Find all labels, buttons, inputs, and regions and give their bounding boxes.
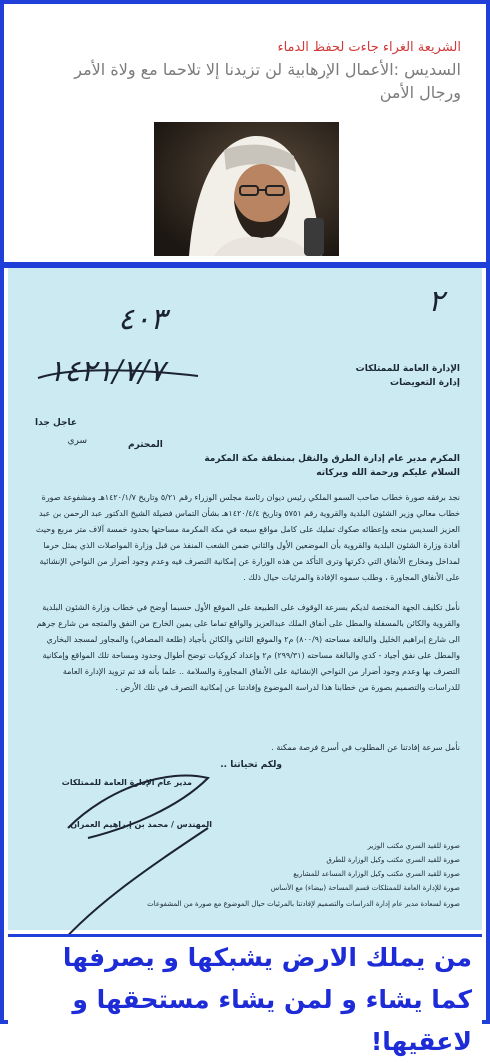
caption-banner bbox=[8, 934, 482, 1056]
news-kicker[interactable]: الشريعة الغراء جاءت لحفظ الدماء bbox=[277, 40, 461, 55]
handwritten-date: ١٤٢١/٧/٧ bbox=[48, 354, 165, 389]
signature-name: المهندس / محمد بن إبراهيم العمران bbox=[70, 820, 212, 829]
letter-subdepartment: إدارة التعويضات bbox=[390, 378, 460, 388]
letter-secret: سري bbox=[67, 436, 87, 446]
cc-line-5: صورة لسعادة مدير عام إدارة الدراسات والتصميم لإفادتنا بالمرئيات حيال الموضوع مع صورة من المشفوعات bbox=[147, 900, 460, 908]
cc-line-1: صورة للقيد السري مكتب الوزير bbox=[367, 842, 460, 850]
handwritten-mark: ٢ bbox=[428, 284, 445, 319]
letter-greeting: السلام عليكم ورحمة الله وبركاته bbox=[316, 468, 460, 478]
news-photo[interactable] bbox=[154, 122, 339, 256]
caption-text: من يملك الارض يشبكها و يصرفها كما يشاء و لمن يشاء مستحقها و لاعقيها! bbox=[62, 943, 472, 1056]
scanned-letter[interactable] bbox=[8, 268, 482, 930]
news-card[interactable] bbox=[4, 4, 486, 262]
cc-line-4: صورة للإدارة العامة للممتلكات قسم المساحة (بيضاء) مع الأساس bbox=[270, 884, 460, 892]
letter-paragraph-3: نأمل سرعة إفادتنا عن المطلوب في أسرع فرصة ممكنة . bbox=[271, 743, 460, 752]
cc-line-2: صورة للقيد السري مكتب وكيل الوزارة للطرق bbox=[326, 856, 460, 864]
letter-closing: ولكم تحياتنا .. bbox=[220, 760, 282, 770]
letter-paragraph-1: نجد برفقه صورة خطاب صاحب السمو الملكي رئيس ديوان رئاسة مجلس الوزراء رقم ٥/٢١ وتاريخ ١٤٢٠/١/٧هـ ومشفوعة صورة خطاب معالي وزير الشئون البلدية والقروية رقم ٥٧٥١ وتاريخ ١٤٢٠/٤/٤هـ بشأن التماس فضيلة الشيخ الدكتور عبد الرحمن بن عبد العزيز السديس منحه وإعطائه صكوك تمليك على كامل مواقع سبعه في مكة المكرمة مساحتها بحدود خمسة آلاف متر مربع وحيث أفادة وزارة الشئون البلدية والقروية بأن الموضعين الأول والثاني ضمن الشعب المنفذ من قبل وزارة المواصلات الذي يمثل حرما لمداخل ومخارج الأنفاق التي ذكرتها وترى التأكد من هذه الوزارة عن إمكانية التصرف فيه وعدم وجود أضرار من النواحي الإنشائية على الأنفاق المجاورة ، وطلب سموه الإفادة والمرئيات حيال ذلك . bbox=[35, 493, 460, 582]
letter-paragraph-2: نأمل تكليف الجهة المختصة لديكم بسرعة الوقوف على الطبيعة على الموقع الأول حسبما أوضح في خطاب وزارة الشئون البلدية والقروية والكائن بالمسفلة والمطل على أنفاق الملك عبدالعزيز والواقع تماما على يمين الخارج من النفق والمتجه من شارع جرهم الى شارع إبراهيم الخليل والبالغة مساحته (٨٠٠/٩) م٢ والموقع الثاني والكائن بأجياد (طلعة المصافي) والمجاور لمسجد البخاري والمطل على نفق أجياد - كدي والبالغة مساحته (٢٩٩/٣١) م٢ وإعداد كروكيات توضح أطوال وحدود ومساحة تلك المواقع وإمكانية التصرف بها وعدم وجود أضرار من النواحي الإنشائية على الأنفاق المجاورة والسلامة .. علما بأنه قد تم تزويد الإدارة العامة للدراسات والتصميم بصورة من خطابنا هذا لدراسة الموضوع وإفادتنا عن إمكانية التصرف في تلك الأرض . bbox=[36, 603, 460, 692]
letter-addressee: المكرم مدير عام إدارة الطرق والنقل بمنطقة مكة المكرمة bbox=[204, 454, 460, 464]
signature-title: مدير عام الإدارة العامة للممتلكات bbox=[61, 778, 192, 787]
cc-line-3: صورة للقيد السري مكتب وكيل الوزارة المساعد للمشاريع bbox=[293, 870, 460, 878]
handwritten-number: ٤٠٣ bbox=[118, 302, 167, 337]
letter-respected: المحترم bbox=[128, 440, 163, 450]
letter-department: الإدارة العامة للممتلكات bbox=[355, 364, 460, 374]
letter-urgent: عاجل جدا bbox=[35, 418, 77, 428]
news-headline[interactable]: السديس :الأعمال الإرهابية لن تزيدنا إلا تلاحما مع ولاة الأمر ورجال الأمن bbox=[74, 60, 461, 102]
portrait-image bbox=[154, 122, 339, 256]
